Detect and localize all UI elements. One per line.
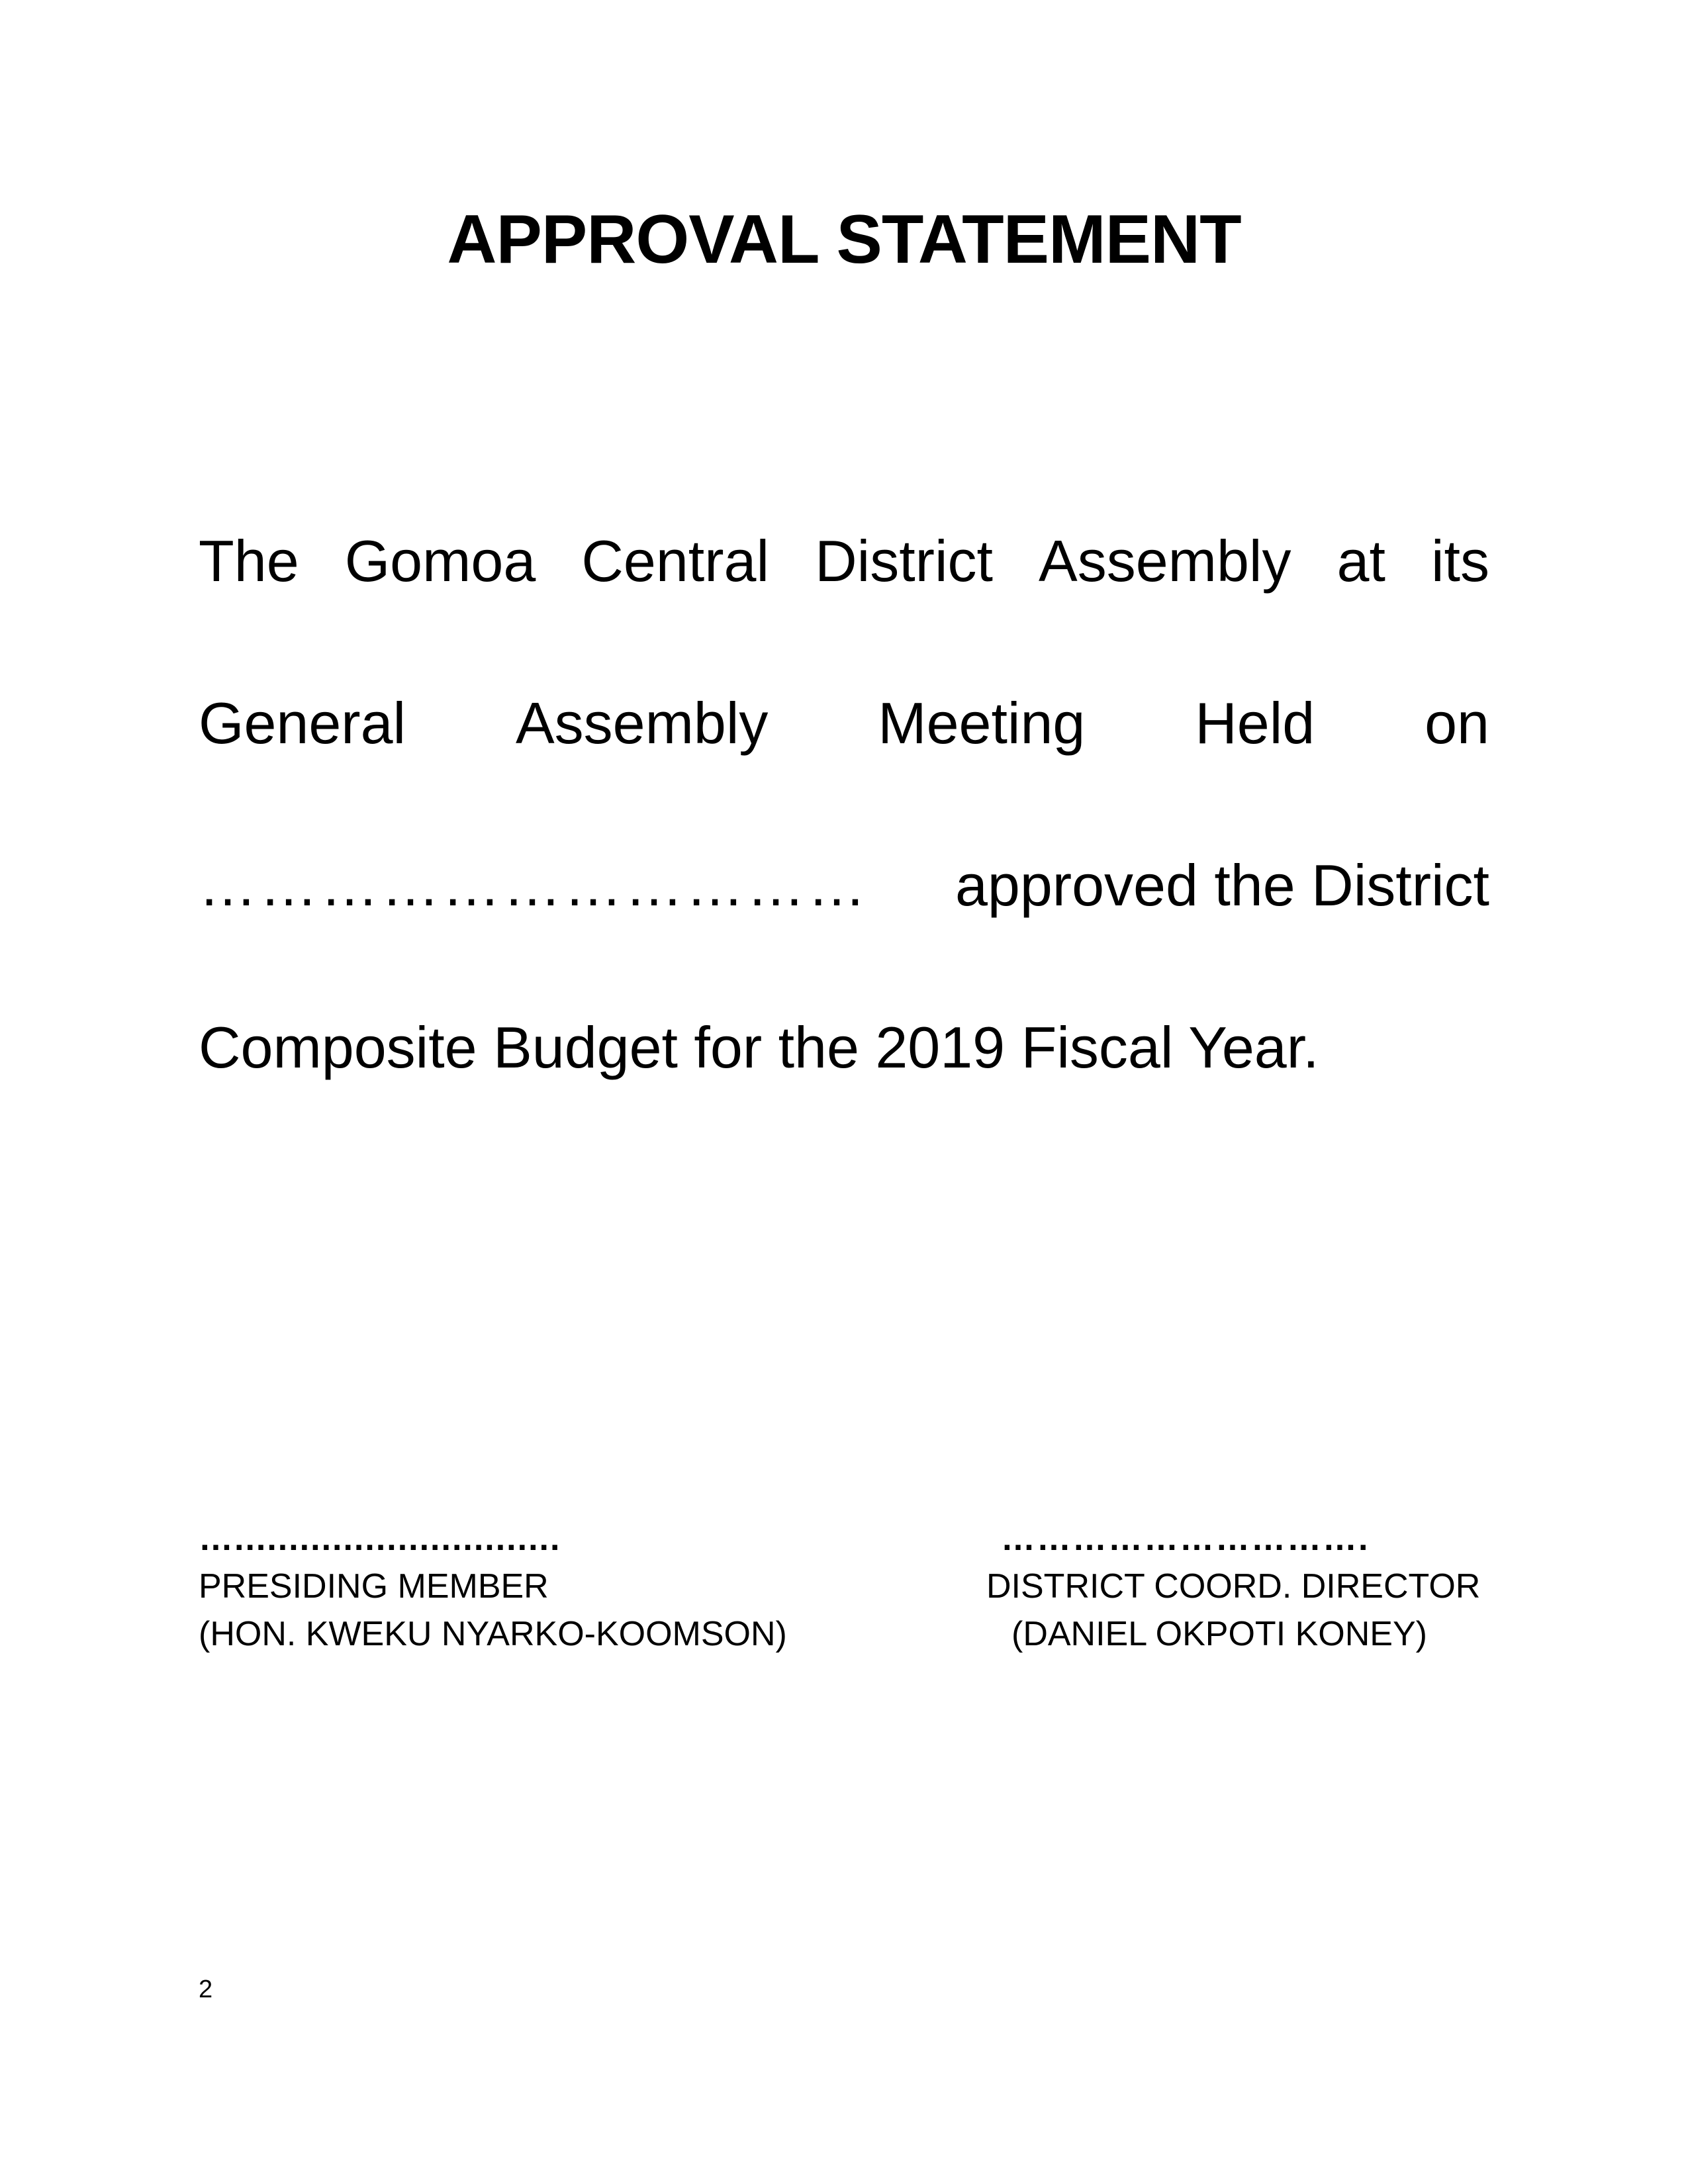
statement-line-3 — [199, 850, 1489, 921]
statement-word: General — [199, 690, 406, 756]
statement-word: Held — [1195, 690, 1315, 756]
statement-line-1 — [199, 526, 1489, 596]
signature-line: ….............................. — [199, 1520, 561, 1558]
signatory-role: DISTRICT COORD. DIRECTOR — [986, 1567, 1481, 1606]
statement-word: at — [1336, 528, 1385, 594]
page-title: APPROVAL STATEMENT — [447, 201, 1241, 278]
statement-word: Meeting — [878, 690, 1086, 756]
statement-word: Gomoa — [344, 528, 536, 594]
statement-text: approved the District — [955, 852, 1489, 918]
statement-word: Assembly — [515, 690, 769, 756]
statement-word: on — [1425, 690, 1489, 756]
statement-line-2 — [199, 688, 1489, 758]
page-number: 2 — [199, 1976, 213, 2003]
statement-word: Assembly — [1039, 528, 1291, 594]
signature-block-district-coordinating-director — [986, 1516, 1480, 1658]
statement-line-4: Composite Budget for the 2019 Fiscal Year. — [199, 1015, 1319, 1080]
statement-word: District — [815, 528, 993, 594]
statement-word: The — [199, 528, 299, 594]
meeting-date-blank: …………………………… — [199, 852, 868, 918]
signatory-role: PRESIDING MEMBER — [199, 1567, 549, 1606]
statement-word: its — [1430, 528, 1489, 594]
statement-word: Central — [581, 528, 770, 594]
signature-block-presiding-member — [199, 1516, 787, 1658]
signatory-name: (HON. KWEKU NYARKO-KOOMSON) — [199, 1614, 787, 1653]
signatory-name: (DANIEL OKPOTI KONEY) — [1011, 1614, 1427, 1653]
signature-line: …………………………. — [1001, 1520, 1370, 1558]
